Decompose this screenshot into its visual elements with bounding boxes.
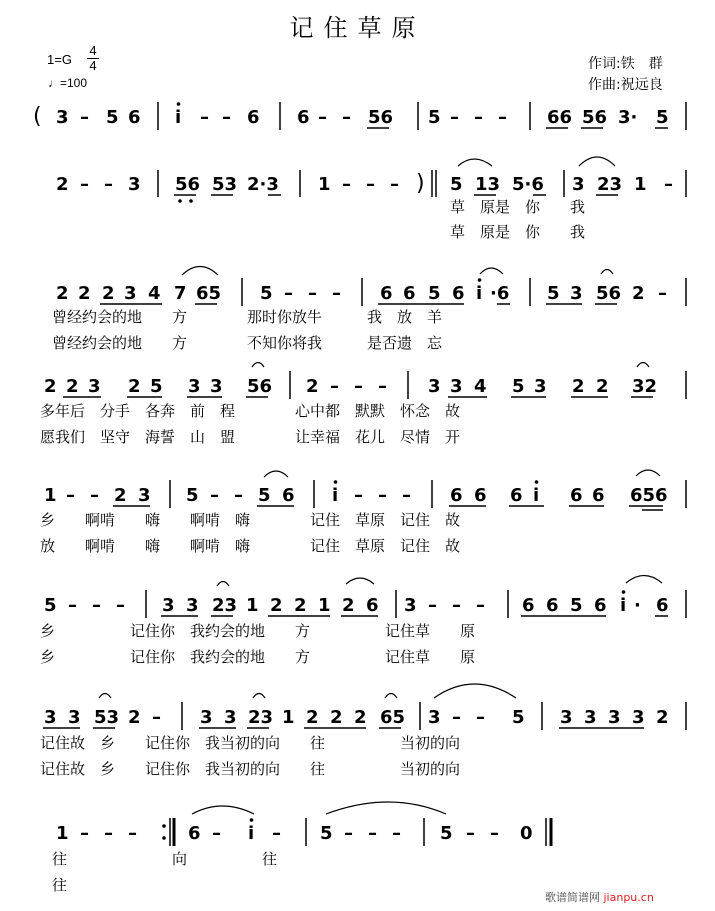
svg-text:3: 3: [428, 707, 441, 728]
svg-text:3: 3: [584, 707, 597, 728]
svg-text:56: 56: [596, 283, 622, 304]
svg-text:56: 56: [247, 376, 273, 397]
svg-text:–: –: [366, 174, 375, 195]
row-2-lyric-2: 草 原是 你 我: [450, 223, 586, 241]
svg-text:6: 6: [656, 595, 669, 616]
svg-text:3: 3: [428, 376, 441, 397]
svg-text:–: –: [212, 823, 221, 844]
svg-text:3: 3: [128, 174, 141, 195]
row-8-notes: [56, 802, 551, 846]
svg-text:0: 0: [520, 823, 533, 844]
svg-text:–: –: [308, 283, 317, 304]
svg-text:5: 5: [656, 107, 669, 128]
svg-text:1: 1: [282, 707, 295, 728]
svg-text:3: 3: [200, 707, 213, 728]
song-title: 记住草原: [289, 14, 426, 42]
svg-text:5: 5: [150, 376, 163, 397]
svg-text:5·6: 5·6: [512, 174, 544, 195]
svg-text:–: –: [368, 823, 377, 844]
row-7-lyric-1: 记住故 乡 记住你 我当初的向 往 当初的向: [40, 734, 461, 752]
svg-text:656: 656: [630, 485, 668, 506]
notes-text-layer: [0, 0, 1, 1]
svg-text:3: 3: [124, 283, 137, 304]
svg-text:2: 2: [102, 283, 115, 304]
svg-text:6: 6: [450, 485, 463, 506]
row-5-lyric-1: 乡 啊啃 嗨 啊啃 嗨 记住 草原 记住 故: [40, 511, 461, 529]
svg-text:–: –: [378, 376, 387, 397]
svg-text:): ): [416, 171, 425, 196]
svg-text:2: 2: [128, 376, 141, 397]
svg-text:–: –: [344, 823, 353, 844]
svg-text:5: 5: [320, 823, 333, 844]
row-2-notes: [56, 157, 686, 203]
svg-text:i: i: [533, 485, 540, 506]
svg-text:6: 6: [366, 595, 379, 616]
svg-text:2: 2: [294, 595, 307, 616]
svg-text:2: 2: [596, 376, 609, 397]
svg-text:–: –: [234, 485, 243, 506]
svg-text:–: –: [104, 823, 113, 844]
svg-text:5: 5: [44, 595, 57, 616]
svg-text:–: –: [452, 707, 461, 728]
svg-text:4: 4: [148, 283, 161, 304]
svg-text:–: –: [390, 174, 399, 195]
svg-text:65: 65: [196, 283, 222, 304]
svg-text:2: 2: [342, 595, 355, 616]
svg-text:6: 6: [594, 595, 607, 616]
svg-text:6: 6: [592, 485, 605, 506]
svg-text:56: 56: [368, 107, 394, 128]
svg-text:6: 6: [522, 595, 535, 616]
svg-text:1: 1: [44, 485, 57, 506]
key-signature: 1=G: [47, 52, 72, 67]
row-6-lyric-2: 乡 记住你 我约会的地 方 记住草 原: [40, 648, 476, 666]
svg-text:1: 1: [246, 595, 259, 616]
svg-text:23: 23: [597, 174, 623, 195]
svg-text:–: –: [318, 107, 327, 128]
svg-text:–: –: [474, 107, 483, 128]
svg-text:2: 2: [306, 376, 319, 397]
svg-text:5: 5: [106, 107, 119, 128]
row-5-lyric-2: 放 啊啃 嗨 啊啃 嗨 记住 草原 记住 故: [40, 537, 461, 555]
svg-text:1: 1: [318, 174, 331, 195]
svg-text:1: 1: [318, 595, 331, 616]
svg-text:3: 3: [224, 707, 237, 728]
row-6-lyric-1: 乡 记住你 我约会的地 方 记住草 原: [40, 622, 476, 640]
svg-text:–: –: [452, 595, 461, 616]
svg-text:6: 6: [452, 283, 465, 304]
row-8-lyric-1: 往 向 往: [52, 850, 278, 868]
row-3-lyric-1: 曾经约会的地 方 那时你放牛 我 放 羊: [52, 308, 443, 326]
watermark-main: 歌谱简谱网: [545, 891, 600, 904]
svg-text:–: –: [664, 174, 673, 195]
svg-text:2: 2: [56, 174, 69, 195]
svg-text:65: 65: [380, 707, 406, 728]
svg-text:–: –: [354, 376, 363, 397]
svg-text:–: –: [378, 485, 387, 506]
open-paren: (: [33, 104, 42, 129]
svg-text:5: 5: [512, 376, 525, 397]
svg-text:6: 6: [128, 107, 141, 128]
row-4-notes: [44, 363, 686, 400]
svg-text:–: –: [450, 107, 459, 128]
svg-text:5: 5: [547, 283, 560, 304]
svg-text:i: i: [332, 485, 339, 506]
svg-text:6: 6: [247, 107, 260, 128]
svg-text:5: 5: [512, 707, 525, 728]
svg-text:2: 2: [330, 707, 343, 728]
svg-text:4: 4: [474, 376, 487, 397]
svg-text:6: 6: [380, 283, 393, 304]
row-5-notes: [44, 470, 686, 510]
tempo-marking: ♩=100: [48, 76, 88, 90]
row-8-lyric-2: 往: [52, 876, 68, 894]
svg-text:–: –: [342, 107, 351, 128]
svg-text:5: 5: [428, 283, 441, 304]
svg-text:2: 2: [114, 485, 127, 506]
composer-credit: 作曲:祝远良: [588, 77, 663, 93]
svg-text:5: 5: [186, 485, 199, 506]
svg-text:3·: 3·: [618, 107, 638, 128]
svg-text:–: –: [330, 376, 339, 397]
svg-text:–: –: [498, 107, 507, 128]
svg-text:53: 53: [94, 707, 120, 728]
svg-text:3: 3: [56, 107, 69, 128]
svg-text:2: 2: [270, 595, 283, 616]
svg-text:6: 6: [297, 107, 310, 128]
svg-text:·: ·: [634, 595, 641, 616]
row-1-notes-text: [0, 0, 1, 1]
svg-text:2: 2: [306, 707, 319, 728]
svg-text:66: 66: [547, 107, 573, 128]
svg-text:3: 3: [570, 283, 583, 304]
svg-text:3: 3: [44, 707, 57, 728]
svg-text:·6: ·6: [490, 283, 510, 304]
row-1-notes: [33, 102, 686, 130]
svg-text:5: 5: [440, 823, 453, 844]
svg-text:–: –: [222, 107, 231, 128]
svg-text:–: –: [80, 823, 89, 844]
svg-text:–: –: [128, 823, 137, 844]
svg-text:6: 6: [188, 823, 201, 844]
svg-text:–: –: [80, 174, 89, 195]
svg-text:2: 2: [44, 376, 57, 397]
svg-text:i: i: [248, 823, 255, 844]
svg-text:–: –: [332, 283, 341, 304]
svg-text:3: 3: [68, 707, 81, 728]
svg-text:–: –: [476, 595, 485, 616]
row-7-lyric-2: 记住故 乡 记住你 我当初的向 往 当初的向: [40, 760, 461, 778]
svg-text:2·3: 2·3: [247, 174, 279, 195]
svg-text:2: 2: [128, 707, 141, 728]
svg-text:3: 3: [450, 376, 463, 397]
svg-text:–: –: [658, 283, 667, 304]
svg-text:53: 53: [212, 174, 238, 195]
svg-text:–: –: [272, 823, 281, 844]
svg-text:–: –: [90, 485, 99, 506]
svg-text:5: 5: [428, 107, 441, 128]
svg-text:–: –: [354, 485, 363, 506]
svg-text:6: 6: [570, 485, 583, 506]
svg-text:3: 3: [608, 707, 621, 728]
svg-text:3: 3: [210, 376, 223, 397]
svg-text:13: 13: [475, 174, 501, 195]
svg-text:–: –: [80, 107, 89, 128]
svg-text:–: –: [402, 485, 411, 506]
svg-text:3: 3: [188, 376, 201, 397]
time-signature-bottom: 4: [89, 58, 97, 73]
svg-text:56: 56: [175, 174, 201, 195]
svg-text:–: –: [152, 707, 161, 728]
svg-text:2: 2: [66, 376, 79, 397]
svg-text:56: 56: [582, 107, 608, 128]
svg-text:5: 5: [260, 283, 273, 304]
svg-text:2: 2: [56, 283, 69, 304]
svg-text:–: –: [428, 595, 437, 616]
row-7-notes: [43, 684, 686, 730]
svg-text:3: 3: [632, 707, 645, 728]
svg-text:2: 2: [354, 707, 367, 728]
svg-text:–: –: [342, 174, 351, 195]
lyricist-credit: 作词:铁 群: [588, 56, 663, 72]
svg-text:2: 2: [572, 376, 585, 397]
svg-text:23: 23: [212, 595, 238, 616]
svg-text:6: 6: [282, 485, 295, 506]
svg-text:i: i: [476, 283, 483, 304]
row-3-notes: [56, 267, 686, 307]
row-4-lyric-1: 多年后 分手 各奔 前 程 心中都 默默 怀念 故: [40, 402, 461, 420]
svg-text:23: 23: [248, 707, 274, 728]
svg-text:5: 5: [570, 595, 583, 616]
svg-text:2: 2: [78, 283, 91, 304]
svg-text:5: 5: [258, 485, 271, 506]
svg-text:–: –: [392, 823, 401, 844]
time-signature-top: 4: [87, 44, 99, 59]
svg-text:2: 2: [656, 707, 669, 728]
svg-text:i: i: [620, 595, 627, 616]
svg-text:–: –: [210, 485, 219, 506]
svg-text:1: 1: [634, 174, 647, 195]
row-6-notes: [44, 576, 686, 619]
svg-text:3: 3: [560, 707, 573, 728]
watermark: [545, 889, 654, 905]
svg-text:6: 6: [510, 485, 523, 506]
svg-text:–: –: [200, 107, 209, 128]
svg-text:–: –: [104, 174, 113, 195]
svg-text:1: 1: [56, 823, 69, 844]
row-4-lyric-2: 愿我们 坚守 海誓 山 盟 让幸福 花儿 尽情 开: [40, 428, 461, 446]
svg-text:32: 32: [632, 376, 658, 397]
svg-text:i: i: [175, 107, 182, 128]
svg-text:–: –: [466, 823, 475, 844]
svg-text:3: 3: [186, 595, 199, 616]
svg-text:–: –: [92, 595, 101, 616]
svg-text:3: 3: [534, 376, 547, 397]
svg-text:–: –: [284, 283, 293, 304]
svg-text:–: –: [490, 823, 499, 844]
svg-text:3: 3: [138, 485, 151, 506]
svg-text:–: –: [476, 707, 485, 728]
svg-text:6: 6: [474, 485, 487, 506]
svg-text:5: 5: [450, 174, 463, 195]
svg-text:3: 3: [572, 174, 585, 195]
svg-text:–: –: [116, 595, 125, 616]
svg-text:7: 7: [174, 283, 187, 304]
svg-text:6: 6: [546, 595, 559, 616]
row-2-lyric-1: 草 原是 你 我: [450, 198, 586, 216]
svg-text:6: 6: [403, 283, 416, 304]
row-3-lyric-2: 曾经约会的地 方 不知你将我 是否遗 忘: [52, 334, 443, 352]
svg-text:3: 3: [88, 376, 101, 397]
svg-text:–: –: [66, 485, 75, 506]
svg-text:3: 3: [404, 595, 417, 616]
watermark-url: jianpu.cn: [603, 891, 654, 904]
svg-text:–: –: [68, 595, 77, 616]
svg-text:3: 3: [162, 595, 175, 616]
svg-text:2: 2: [632, 283, 645, 304]
